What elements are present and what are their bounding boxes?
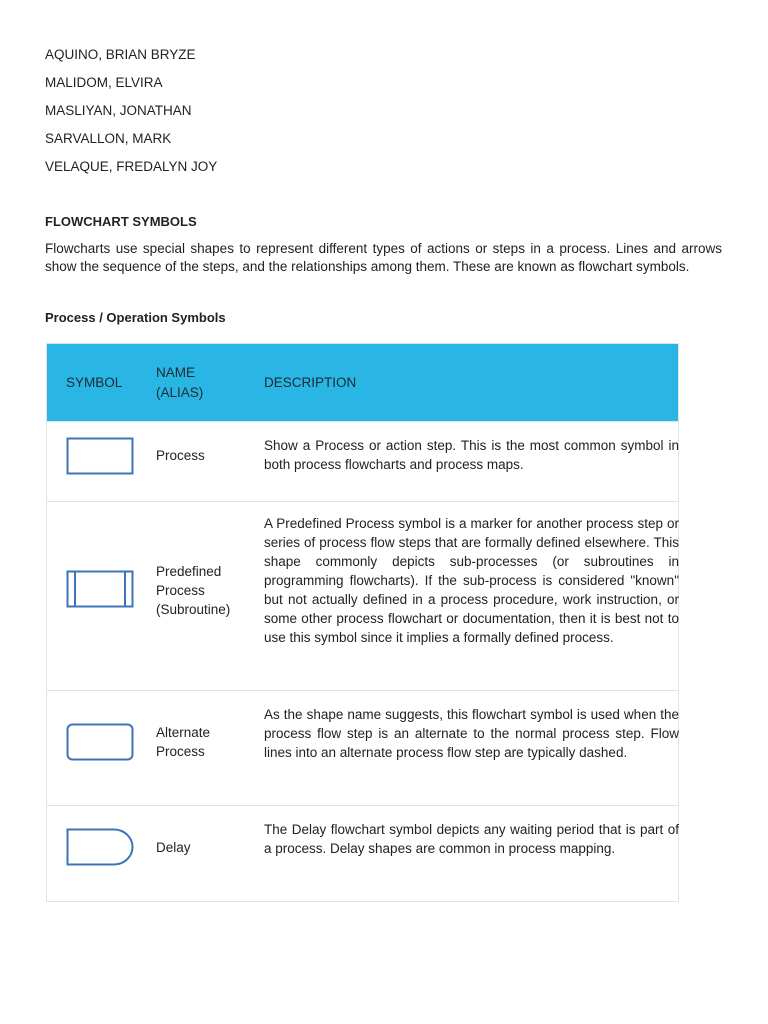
table-row xyxy=(47,805,678,901)
intro-paragraph: Flowcharts use special shapes to represent different types of actions or steps in a process. Lines and arrows show the sequence of the steps, and the relationships among them. These are known as flowchart symbols. xyxy=(45,241,722,274)
header-description: DESCRIPTION xyxy=(264,374,357,390)
symbol-name-line: (Subroutine) xyxy=(156,602,231,617)
author-name: MALIDOM, ELVIRA xyxy=(45,75,163,90)
table-row xyxy=(47,421,678,501)
symbol-name-line: Alternate xyxy=(156,725,211,740)
process-rectangle-icon xyxy=(66,437,136,477)
section-title: FLOWCHART SYMBOLS xyxy=(45,214,197,229)
header-alias-line: (ALIAS) xyxy=(156,384,204,400)
symbol-description: A Predefined Process symbol is a marker for another process step or series of process flow steps that are formally defined elsewhere. This shape commonly depicts sub-processes (or subroutines in programming flowcharts). If the sub-process is considered "known" but not actually defined in a process procedure, work instruction, or some other process flowchart or documentation, then it is best not to use this symbol since it implies a formally defined process. xyxy=(264,516,679,645)
subsection-title: Process / Operation Symbols xyxy=(45,310,226,325)
table-row xyxy=(47,690,678,805)
delay-icon xyxy=(66,828,136,868)
symbol-name xyxy=(156,723,210,761)
symbol-description: As the shape name suggests, this flowchart symbol is used when the process flow step is an alternate to the normal process step. Flow lines into an alternate process flow step are typically dashed. xyxy=(264,707,679,760)
symbol-name: Delay xyxy=(156,840,191,855)
header-name xyxy=(156,344,203,421)
predefined-process-icon xyxy=(66,570,136,610)
author-list xyxy=(45,45,217,185)
symbol-description: The Delay flowchart symbol depicts any waiting period that is part of a process. Delay shapes are common in process mapping. xyxy=(264,822,679,856)
symbol-description: Show a Process or action step. This is the most common symbol in both process flowcharts and process maps. xyxy=(264,438,679,472)
symbols-table xyxy=(46,343,679,902)
table-header xyxy=(47,344,678,421)
symbol-name xyxy=(156,562,230,619)
author-name: VELAQUE, FREDALYN JOY xyxy=(45,159,218,174)
symbol-name-line: Process xyxy=(156,583,205,598)
alternate-process-icon xyxy=(66,723,136,763)
symbol-name-line: Predefined xyxy=(156,564,222,579)
author-name: AQUINO, BRIAN BRYZE xyxy=(45,47,196,62)
symbol-name: Process xyxy=(156,448,205,463)
table-row xyxy=(47,501,678,690)
symbol-name-line: Process xyxy=(156,744,205,759)
author-name: MASLIYAN, JONATHAN xyxy=(45,103,192,118)
header-symbol: SYMBOL xyxy=(66,374,123,390)
author-name: SARVALLON, MARK xyxy=(45,131,172,146)
header-name-line: NAME xyxy=(156,364,196,380)
